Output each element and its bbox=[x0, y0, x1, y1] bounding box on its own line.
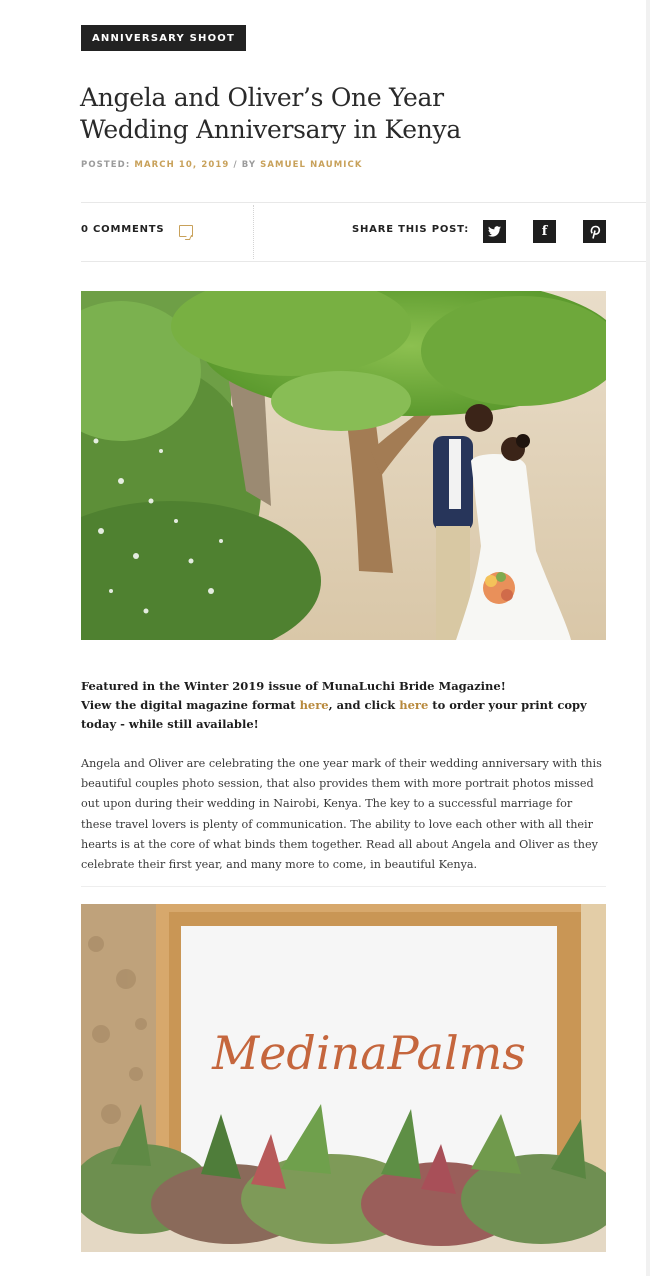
digital-magazine-link[interactable]: here bbox=[299, 698, 329, 712]
post-title: Angela and Oliver’s One Year Wedding Anniversary in Kenya bbox=[80, 83, 461, 144]
post-body-paragraph: Angela and Oliver are celebrating the one year mark of their wedding anniversary with this beautiful couples photo session, that also provides them with more portrait photos missed out upon during their wedding in Nairobi, Kenya. The key to a successful marriage for these travel lovers is plenty of communication. The ability to love each other with all their hearts is at the core of what binds them together. Read all about Angela and Oliver as they celebrate their first year, and many more to come, in beautiful Kenya. bbox=[81, 757, 602, 872]
featured-line-1: Featured in the Winter 2019 issue of MunaLuchi Bride Magazine! bbox=[81, 679, 506, 693]
medina-palms-photo[interactable] bbox=[81, 904, 606, 1252]
by-label: / BY bbox=[233, 160, 257, 170]
posted-label: POSTED: bbox=[81, 160, 131, 170]
facebook-icon: f bbox=[541, 224, 548, 239]
share-bar-bottom-divider bbox=[81, 261, 646, 262]
pinterest-share-button[interactable] bbox=[583, 220, 606, 243]
facebook-share-button[interactable] bbox=[533, 220, 556, 243]
comment-bubble-icon[interactable] bbox=[179, 225, 193, 237]
share-bar-vertical-divider bbox=[253, 205, 254, 259]
pinterest-icon bbox=[589, 225, 601, 239]
post-meta bbox=[81, 160, 363, 170]
featured-text-a: View the digital magazine format bbox=[81, 698, 300, 712]
share-label: SHARE THIS POST: bbox=[352, 224, 470, 235]
featured-text-c: to order your print copy today - while still available! bbox=[81, 698, 587, 731]
post-date[interactable]: MARCH 10, 2019 bbox=[134, 160, 230, 170]
comments-count-link[interactable]: 0 COMMENTS bbox=[81, 224, 165, 235]
order-print-link[interactable]: here bbox=[399, 698, 429, 712]
twitter-share-button[interactable] bbox=[483, 220, 506, 243]
twitter-icon bbox=[488, 226, 501, 237]
sign-text: MedinaPalms bbox=[212, 1026, 526, 1080]
category-tag[interactable]: ANNIVERSARY SHOOT bbox=[81, 25, 246, 51]
share-bar-top-divider bbox=[81, 202, 646, 203]
couple-photo-image bbox=[81, 291, 606, 640]
post-author[interactable]: SAMUEL NAUMICK bbox=[260, 160, 363, 170]
content-divider bbox=[81, 886, 606, 887]
featured-line-2 bbox=[81, 696, 606, 734]
page-edge bbox=[646, 0, 650, 1276]
medina-palms-sign-image bbox=[81, 904, 606, 1252]
couple-photo[interactable] bbox=[81, 291, 606, 640]
featured-notice bbox=[81, 677, 606, 734]
featured-text-b: , and click bbox=[328, 698, 400, 712]
